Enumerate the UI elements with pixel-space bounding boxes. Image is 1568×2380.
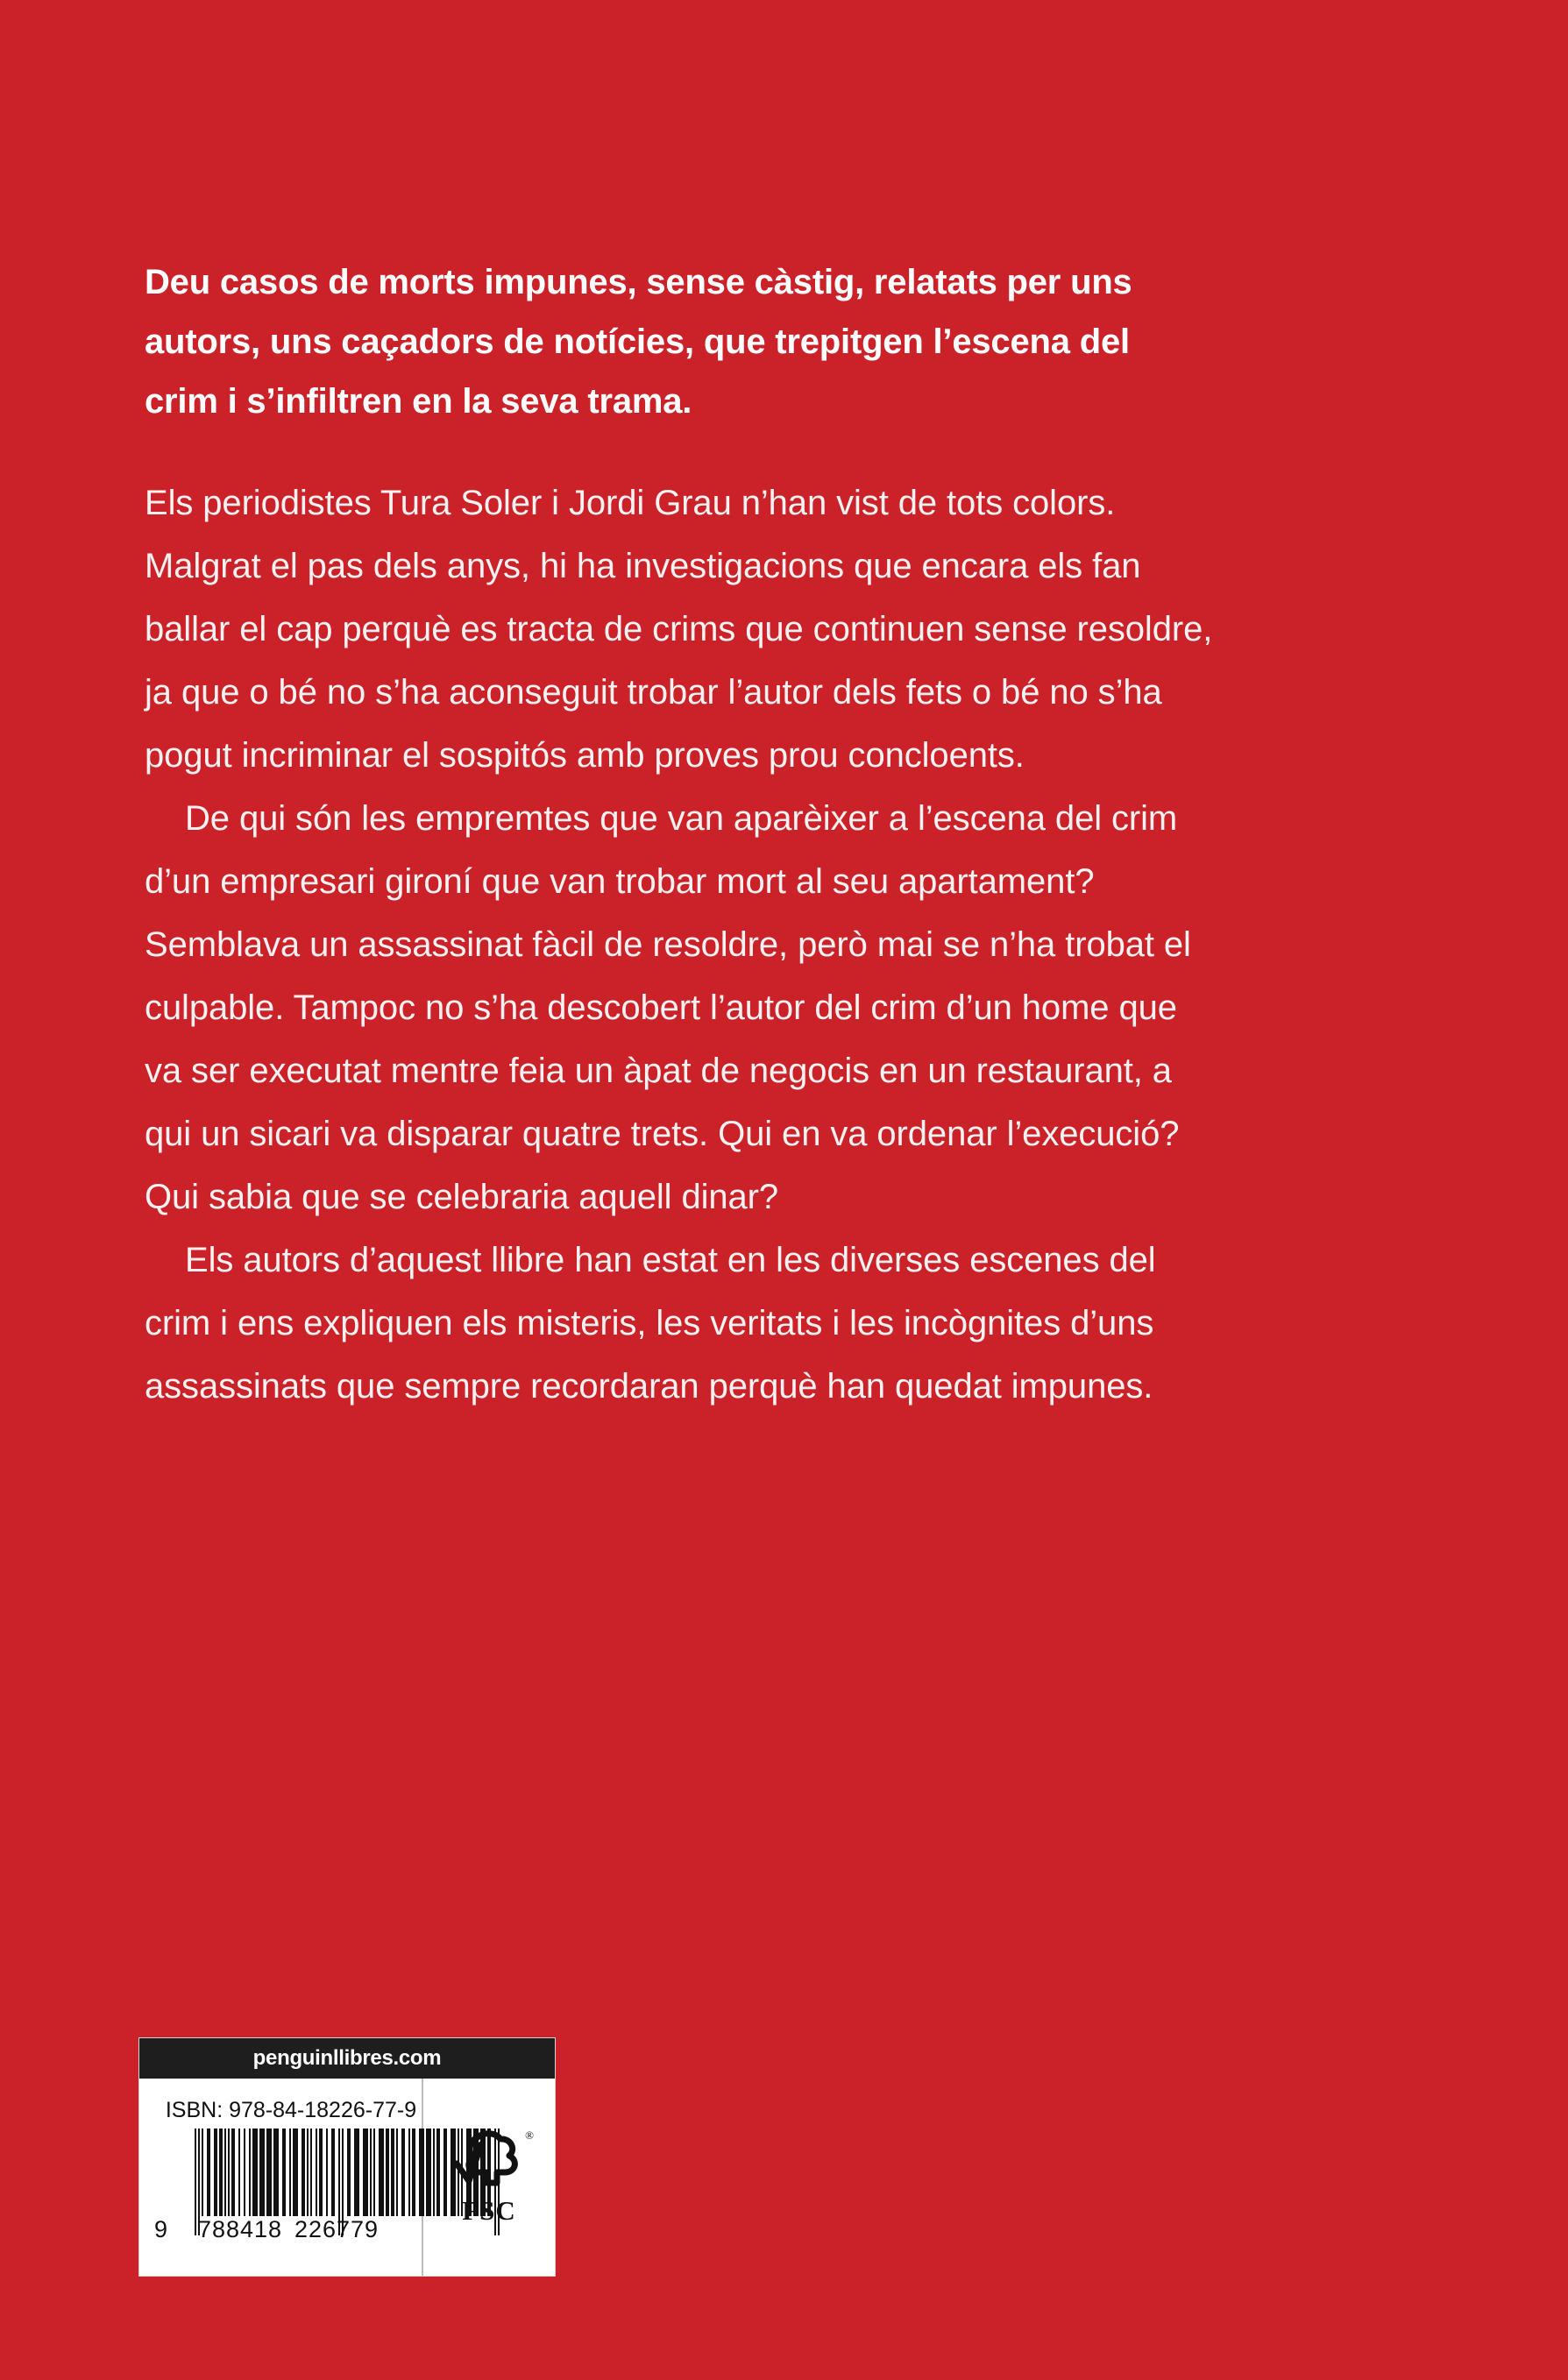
- fsc-tree-checkmark-icon: [451, 2129, 534, 2195]
- blurb-paragraph-3: Els autors d’aquest llibre han estat en les diverses escenes del crim i ens expliquen els misteris, les veritats i les incògnites d’uns assassinats que sempre recordaran perquè han quedat impunes.: [145, 1241, 1156, 1406]
- blurb-paragraph-2: De qui són les empremtes que van aparèixer a l’escena del crim d’un empresari gironí que van trobar mort al seu apartament? Semblava un assassinat fàcil de resoldre, però mai se n’ha trobat el culpable. Tampoc no s’ha descobert l’autor del crim d’un home que va ser executat mentre feia un àpat de negocis en un restaurant, a qui un sicari va disparar quatre trets. Qui en va ordenar l’execució? Qui sabia que se celebraria aquell dinar?: [145, 799, 1191, 1216]
- publisher-url-banner: [139, 2038, 555, 2079]
- publisher-url-text: penguinllibres.com: [252, 2046, 442, 2070]
- ean-left-group: 788418: [197, 2216, 283, 2242]
- ean13-barcode: [149, 2129, 412, 2251]
- barcode-body: [139, 2079, 555, 2276]
- isbn-barcode-pane: [139, 2079, 423, 2276]
- isbn-text: ISBN: 978-84-18226-77-9: [165, 2098, 417, 2122]
- fsc-registered-icon: ®: [525, 2129, 534, 2142]
- ean-lead-digit: 9: [154, 2216, 169, 2242]
- blurb-paragraph-1: Els periodistes Tura Soler i Jordi Grau n’han vist de tots colors. Malgrat el pas dels anys, hi ha investigacions que encara els fan ballar el cap perquè es tracta de crims que continuen sense resoldre, ja que o bé no s’ha aconseguit trobar l’autor dels fets o bé no s’ha pogut incriminar el sospitós amb proves prou concloents.: [145, 484, 1213, 775]
- blurb-body: [145, 471, 1218, 1418]
- blurb-text-block: [145, 252, 1223, 1418]
- barcode-block: [138, 2037, 556, 2277]
- ean-digits: [149, 2216, 403, 2243]
- ean-right-group: 226779: [294, 2216, 380, 2242]
- blurb-headline: Deu casos de morts impunes, sense càstig, relatats per uns autors, uns caçadors de notícies, que trepitgen l’escena del crim i s’infiltren en la seva trama.: [145, 263, 1132, 421]
- fsc-label: FSC: [462, 2195, 516, 2226]
- fsc-logo: [451, 2129, 534, 2226]
